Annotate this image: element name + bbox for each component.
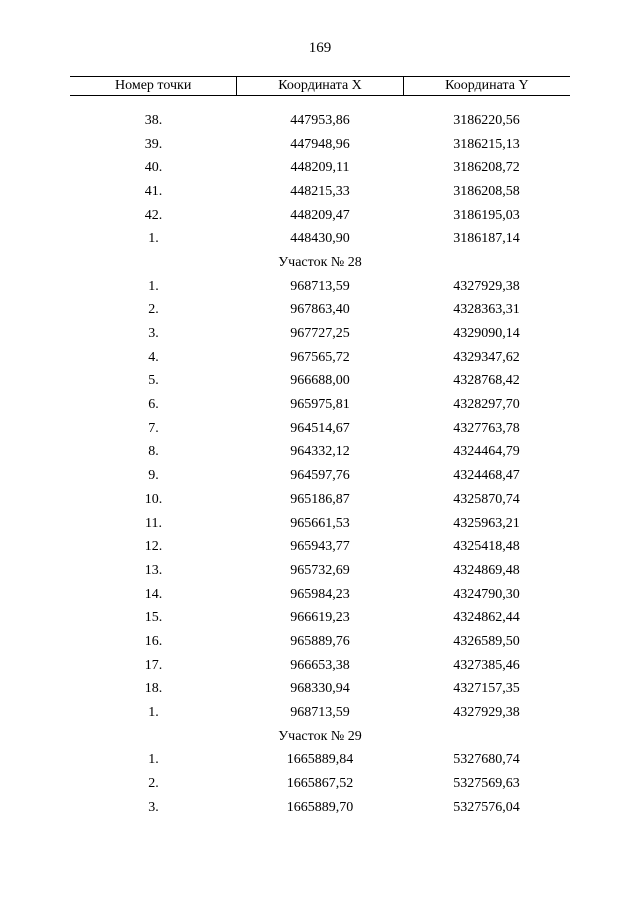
table-row <box>70 796 570 820</box>
coordinate-y-cell: 4324869,48 <box>453 562 520 578</box>
coordinate-x-cell: 1665867,52 <box>286 776 354 792</box>
coordinate-x-cell: 448209,47 <box>290 207 350 223</box>
coordinate-y-cell: 4328297,70 <box>453 397 520 413</box>
coordinate-x-cell: 967565,72 <box>290 349 350 365</box>
header-point-number: Номер точки <box>70 77 237 95</box>
coordinate-x-cell: 965975,81 <box>290 397 350 413</box>
table-row <box>70 227 570 251</box>
coordinate-y-cell: 4324790,30 <box>453 586 520 602</box>
coordinate-y-cell: 4328363,31 <box>453 302 520 318</box>
table-row <box>70 393 570 417</box>
table-row <box>70 109 570 133</box>
coordinate-y-cell: 5327569,63 <box>453 776 520 792</box>
point-number-cell: 9. <box>148 468 159 484</box>
table-row <box>70 678 570 702</box>
table-row <box>70 512 570 536</box>
point-number-cell: 41. <box>144 183 163 199</box>
coordinate-y-cell: 3186208,72 <box>453 160 520 176</box>
table-row <box>70 346 570 370</box>
table-row <box>70 370 570 394</box>
point-number-cell: 2. <box>148 302 159 318</box>
point-number-cell: 10. <box>144 491 163 507</box>
coordinate-y-cell: 4329090,14 <box>453 326 520 342</box>
point-number-cell: 1. <box>148 278 159 294</box>
coordinate-y-cell: 4327157,35 <box>453 681 520 697</box>
header-coordinate-x: Координата X <box>237 77 403 95</box>
coordinate-y-cell: 4329347,62 <box>453 349 520 365</box>
coordinate-y-cell: 4327929,38 <box>453 278 520 294</box>
point-number-cell: 42. <box>144 207 163 223</box>
page-number: 169 <box>308 40 332 56</box>
point-number-cell: 3. <box>148 326 159 342</box>
coordinate-x-cell: 965732,69 <box>290 562 350 578</box>
table-row <box>70 772 570 796</box>
point-number-cell: 4. <box>148 349 159 365</box>
header-coordinate-y: Координата Y <box>445 78 529 93</box>
coordinate-x-cell: 967863,40 <box>290 302 350 318</box>
table-row <box>70 156 570 180</box>
coordinate-x-cell: 965984,23 <box>290 586 350 602</box>
coordinate-x-cell: 964514,67 <box>290 420 350 436</box>
coordinate-y-cell: 4324464,79 <box>453 444 520 460</box>
point-number-cell: 2. <box>148 776 159 792</box>
coordinate-x-cell: 448430,90 <box>290 231 350 247</box>
point-number-cell: 13. <box>144 562 163 578</box>
coordinate-y-cell: 4324862,44 <box>453 610 520 626</box>
coordinate-y-cell: 3186187,14 <box>453 231 520 247</box>
table-body <box>70 109 570 820</box>
point-number-cell: 12. <box>144 539 163 555</box>
table-row <box>70 606 570 630</box>
point-number-cell: 15. <box>144 610 163 626</box>
table-row <box>70 701 570 725</box>
point-number-cell: 16. <box>144 633 163 649</box>
coordinate-y-cell: 3186215,13 <box>453 136 520 152</box>
table-row <box>70 535 570 559</box>
coordinate-y-cell: 3186208,58 <box>453 183 520 199</box>
coordinate-y-cell: 4324468,47 <box>453 468 520 484</box>
table-row <box>70 464 570 488</box>
coordinate-x-cell: 965943,77 <box>290 539 350 555</box>
coordinate-y-cell: 4325963,21 <box>453 515 520 531</box>
coordinate-x-cell: 448215,33 <box>290 183 350 199</box>
section-heading: Участок № 28 <box>278 254 362 270</box>
table-row <box>70 417 570 441</box>
point-number-cell: 40. <box>144 160 163 176</box>
coordinate-y-cell: 3186220,56 <box>453 112 520 128</box>
coordinate-x-cell: 447953,86 <box>290 112 350 128</box>
point-number-cell: 6. <box>148 397 159 413</box>
coordinate-x-cell: 966653,38 <box>290 657 350 673</box>
coordinate-x-cell: 448209,11 <box>290 160 350 176</box>
coordinate-y-cell: 4328768,42 <box>453 373 520 389</box>
coordinate-x-cell: 965186,87 <box>290 491 350 507</box>
point-number-cell: 18. <box>144 681 163 697</box>
point-number-cell: 7. <box>148 420 159 436</box>
point-number-cell: 11. <box>145 515 162 531</box>
table-row <box>70 583 570 607</box>
coordinate-x-cell: 968713,59 <box>290 705 350 721</box>
table-row <box>70 275 570 299</box>
point-number-cell: 38. <box>144 112 163 128</box>
coordinate-x-cell: 966619,23 <box>290 610 350 626</box>
table-row <box>70 559 570 583</box>
coordinate-y-cell: 4327763,78 <box>453 420 520 436</box>
table-header <box>70 76 570 96</box>
coordinate-y-cell: 4327929,38 <box>453 705 520 721</box>
point-number-cell: 17. <box>144 657 163 673</box>
point-number-cell: 8. <box>148 444 159 460</box>
coordinate-x-cell: 964332,12 <box>290 444 350 460</box>
coordinate-y-cell: 4325418,48 <box>453 539 520 555</box>
coordinate-x-cell: 1665889,84 <box>286 752 354 768</box>
coordinate-y-cell: 5327576,04 <box>453 799 520 815</box>
point-number-cell: 3. <box>148 799 159 815</box>
point-number-cell: 1. <box>148 231 159 247</box>
coordinate-x-cell: 1665889,70 <box>286 799 354 815</box>
coordinate-y-cell: 4325870,74 <box>453 491 520 507</box>
coordinate-x-cell: 968713,59 <box>290 278 350 294</box>
table-row <box>70 204 570 228</box>
coordinate-y-cell: 4327385,46 <box>453 657 520 673</box>
coordinate-x-cell: 964597,76 <box>290 468 350 484</box>
table-row <box>70 322 570 346</box>
table-row <box>70 630 570 654</box>
table-row <box>70 299 570 323</box>
point-number-cell: 39. <box>144 136 163 152</box>
coordinate-x-cell: 965889,76 <box>290 633 350 649</box>
table-row <box>70 133 570 157</box>
section-heading: Участок № 29 <box>278 728 362 744</box>
coordinate-x-cell: 965661,53 <box>290 515 350 531</box>
coordinate-x-cell: 966688,00 <box>290 373 350 389</box>
table-row <box>70 654 570 678</box>
table-row <box>70 749 570 773</box>
coordinate-x-cell: 447948,96 <box>290 136 350 152</box>
coordinate-x-cell: 967727,25 <box>290 326 350 342</box>
point-number-cell: 5. <box>148 373 159 389</box>
coordinate-y-cell: 3186195,03 <box>453 207 520 223</box>
coordinate-y-cell: 5327680,74 <box>453 752 520 768</box>
coordinates-table <box>70 76 570 815</box>
coordinate-y-cell: 4326589,50 <box>453 633 520 649</box>
table-row <box>70 441 570 465</box>
table-row <box>70 488 570 512</box>
point-number-cell: 1. <box>148 705 159 721</box>
coordinate-x-cell: 968330,94 <box>290 681 350 697</box>
table-row <box>70 180 570 204</box>
point-number-cell: 14. <box>144 586 163 602</box>
point-number-cell: 1. <box>148 752 159 768</box>
